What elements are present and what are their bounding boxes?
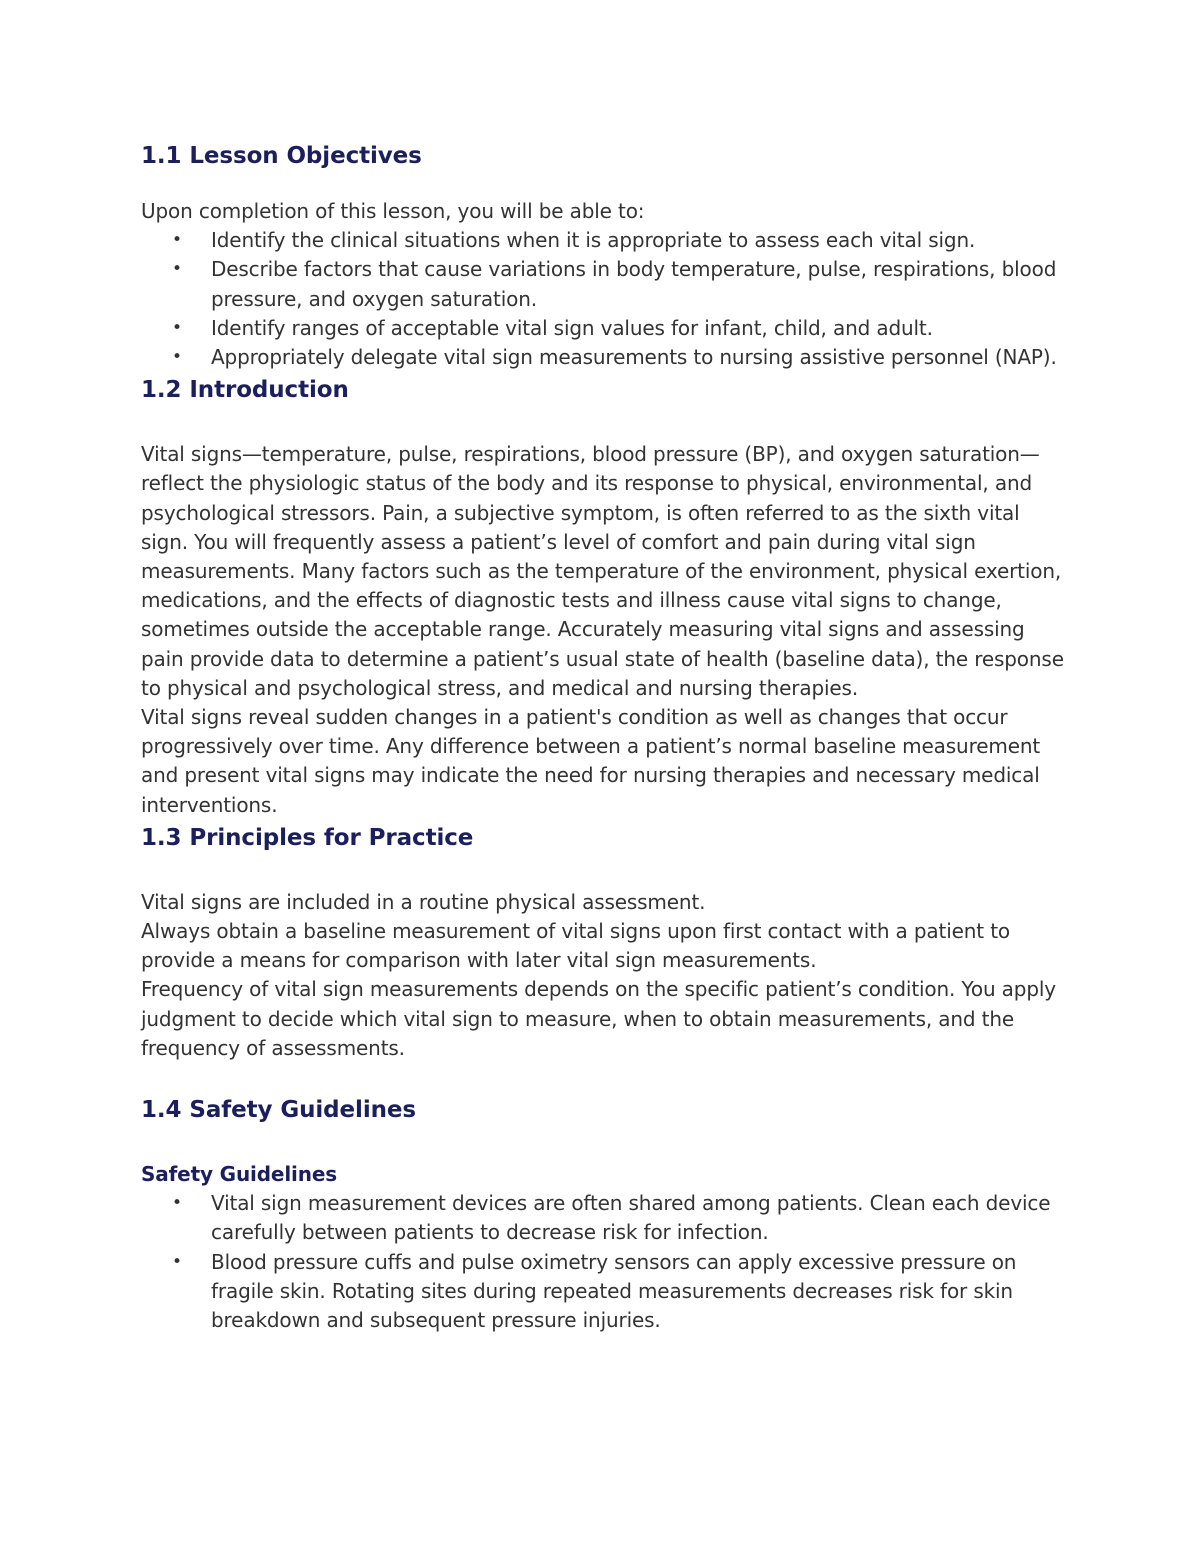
- list-item: • Describe factors that cause variations in body temperature, pulse, respirations, blood pressure, and oxygen saturation.: [172, 257, 1057, 311]
- subheading: Safety Guidelines: [141, 1162, 337, 1187]
- body-paragraph: Vital signs are included in a routine physical assessment.: [141, 889, 706, 914]
- body-paragraph: Frequency of vital sign measurements depends on the specific patient’s condition. You apply judgment to decide which vital sign to measure, when to obtain measurements, and the frequency of assessments.: [141, 977, 1056, 1060]
- list-item: • Identify the clinical situations when it is appropriate to assess each vital sign.: [141, 226, 1071, 255]
- safety-guidelines-list: [141, 1189, 1071, 1335]
- body-paragraph: Vital signs reveal sudden changes in a patient's condition as well as changes that occur progressively over time. Any difference between a patient’s normal baseline measurement and present vital signs may indicate the need for nursing therapies and necessary medical interventions.: [141, 705, 1041, 817]
- section-principles-for-practice: [141, 820, 1071, 1063]
- list-item: • Identify ranges of acceptable vital sign values for infant, child, and adult.: [141, 314, 1071, 343]
- objectives-list: [141, 226, 1071, 372]
- section-lesson-objectives: [141, 138, 1071, 372]
- list-item: • Blood pressure cuffs and pulse oximetry sensors can apply excessive pressure on fragile skin. Rotating sites during repeated measurements decreases risk for skin breakdown and subsequent pressure injuries.: [172, 1249, 1017, 1333]
- bullet-icon: •: [172, 1193, 182, 1214]
- list-item: • Vital sign measurement devices are often shared among patients. Clean each device carefully between patients to decrease risk for infection.: [172, 1191, 1051, 1245]
- body-paragraph: Always obtain a baseline measurement of vital signs upon first contact with a patient to provide a means for comparison with later vital sign measurements.: [141, 919, 1010, 973]
- section-heading: 1.4 Safety Guidelines: [141, 1097, 416, 1124]
- section-heading: 1.1 Lesson Objectives: [141, 143, 422, 169]
- body-paragraph: Vital signs—temperature, pulse, respirations, blood pressure (BP), and oxygen saturation—reflect the physiologic status of the body and its response to physical, environmental, and psychological stressors. Pain, a subjective symptom, is often referred to as the sixth vital sign. You will frequently assess a patient’s level of comfort and pain during vital sign measurements. Many factors such as the temperature of the environment, physical exertion, medications, and the effects of diagnostic tests and illness cause vital signs to change, sometimes outside the acceptable range. Accurately measuring vital signs and assessing pain provide data to determine a patient’s usual state of health (baseline data), the response to physical and psychological stress, and medical and nursing therapies.: [141, 442, 1064, 700]
- bullet-icon: •: [172, 317, 182, 338]
- section-heading: 1.2 Introduction: [141, 377, 349, 404]
- intro-paragraph: Upon completion of this lesson, you will be able to:: [141, 199, 645, 223]
- bullet-icon: •: [172, 259, 182, 280]
- section-safety-guidelines: [141, 1092, 1071, 1335]
- document-page: [141, 138, 1071, 1335]
- bullet-icon: •: [172, 347, 182, 368]
- bullet-icon: •: [172, 1251, 182, 1272]
- bullet-icon: •: [172, 230, 182, 251]
- list-item: • Appropriately delegate vital sign measurements to nursing assistive personnel (NAP).: [141, 343, 1071, 372]
- section-heading: 1.3 Principles for Practice: [141, 824, 474, 851]
- section-introduction: [141, 372, 1071, 820]
